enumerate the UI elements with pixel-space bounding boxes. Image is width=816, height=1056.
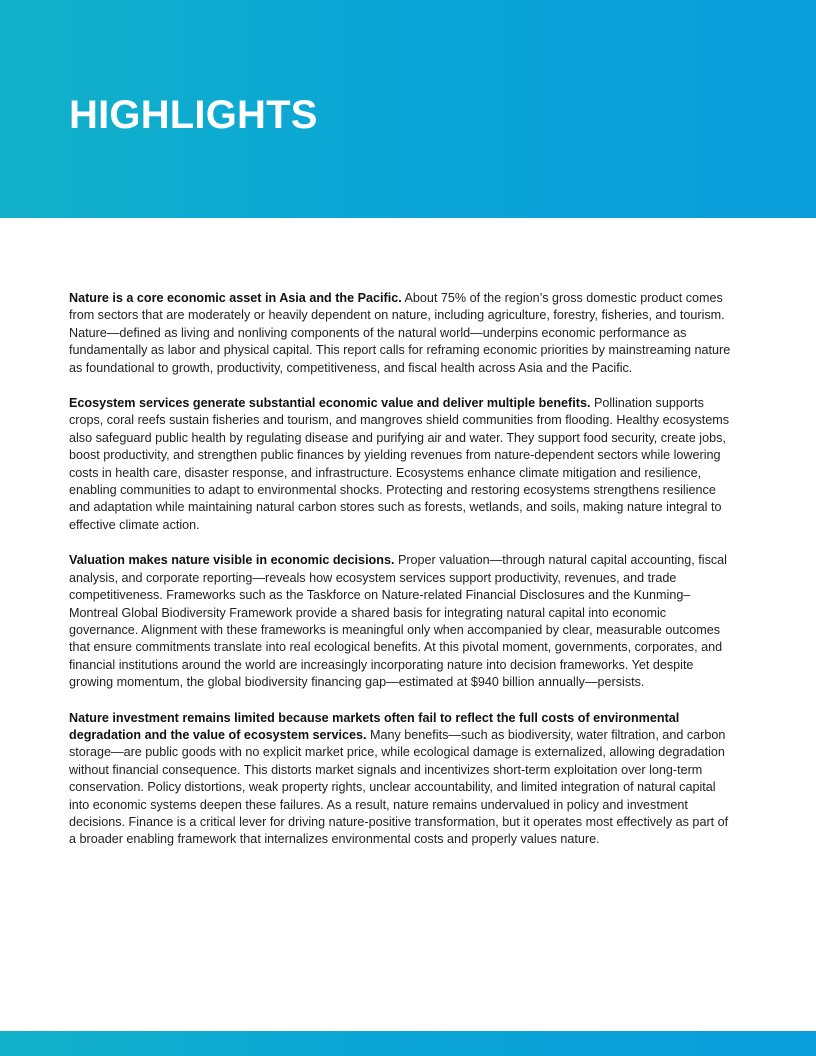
paragraph-valuation	[69, 552, 731, 691]
page-title: HIGHLIGHTS	[69, 93, 318, 137]
paragraph-nature-core-asset	[69, 290, 731, 377]
paragraph-lead: Nature investment remains limited because markets often fail to reflect the full costs of environmental degradation and the value of ecosystem services.	[69, 710, 680, 742]
paragraph-lead: Ecosystem services generate substantial economic value and deliver multiple benefits.	[69, 396, 591, 411]
paragraph-text: Pollination supports crops, coral reefs sustain fisheries and tourism, and mangroves shield communities from flooding. Healthy ecosystems also safeguard public health by regulating disease and purifying air and water. They support food security, create jobs, boost productivity, and strengthen public finances by yielding revenues from nature-dependent sectors while lowering costs in health care, disaster response, and infrastructure. Ecosystems enhance climate mitigation and resilience, enabling communities to adapt to environmental shocks. Protecting and restoring ecosystems strengthens resilience and adaptation while maintaining natural carbon stores such as forests, wetlands, and soils, making nature integral to effective climate action.	[69, 396, 730, 532]
paragraph-text: Many benefits—such as biodiversity, water filtration, and carbon storage—are public goods with no explicit market price, while ecological damage is externalized, allowing degradation without financial consequence. This distorts market signals and incentivizes short-term exploitation over long-term conservation. Policy distortions, weak property rights, unclear accountability, and limited integration of natural capital into economic systems deepen these failures. As a result, nature remains undervalued in policy and investment decisions. Finance is a critical lever for driving nature-positive transformation, but it operates most effectively as part of a broader enabling framework that internalizes environmental costs and properly values nature.	[69, 727, 729, 847]
paragraph-nature-investment	[69, 710, 731, 849]
paragraph-text: Proper valuation—through natural capital accounting, fiscal analysis, and corporate reporting—reveals how ecosystem services support productivity, revenues, and trade competitiveness. Frameworks such as the Taskforce on Nature-related Financial Disclosures and the Kunming–Montreal Global Biodiversity Framework provide a shared basis for integrating natural capital into economic governance. Alignment with these frameworks is meaningful only when accompanied by clear, measurable outcomes that ensure commitments translate into real ecological benefits. At this pivotal moment, governments, corporates, and financial institutions around the world are increasingly incorporating nature into decision frameworks. Yet despite growing momentum, the global biodiversity financing gap—estimated at $940 billion annually—persists.	[69, 553, 727, 690]
highlights-body	[69, 290, 731, 867]
paragraph-text: About 75% of the region’s gross domestic product comes from sectors that are moderately or heavily dependent on nature, including agriculture, forestry, fisheries, and tourism. Nature—defined as living and nonliving components of the natural world—underpins economic performance as fundamentally as labor and physical capital. This report calls for reframing economic priorities by mainstreaming nature as foundational to growth, productivity, competitiveness, and fiscal health across Asia and the Pacific.	[69, 291, 731, 375]
header-band	[0, 0, 816, 218]
footer-band	[0, 1031, 816, 1056]
paragraph-lead: Nature is a core economic asset in Asia and the Pacific.	[69, 291, 402, 305]
paragraph-lead: Valuation makes nature visible in economic decisions.	[69, 553, 395, 568]
paragraph-ecosystem-services	[69, 395, 731, 534]
